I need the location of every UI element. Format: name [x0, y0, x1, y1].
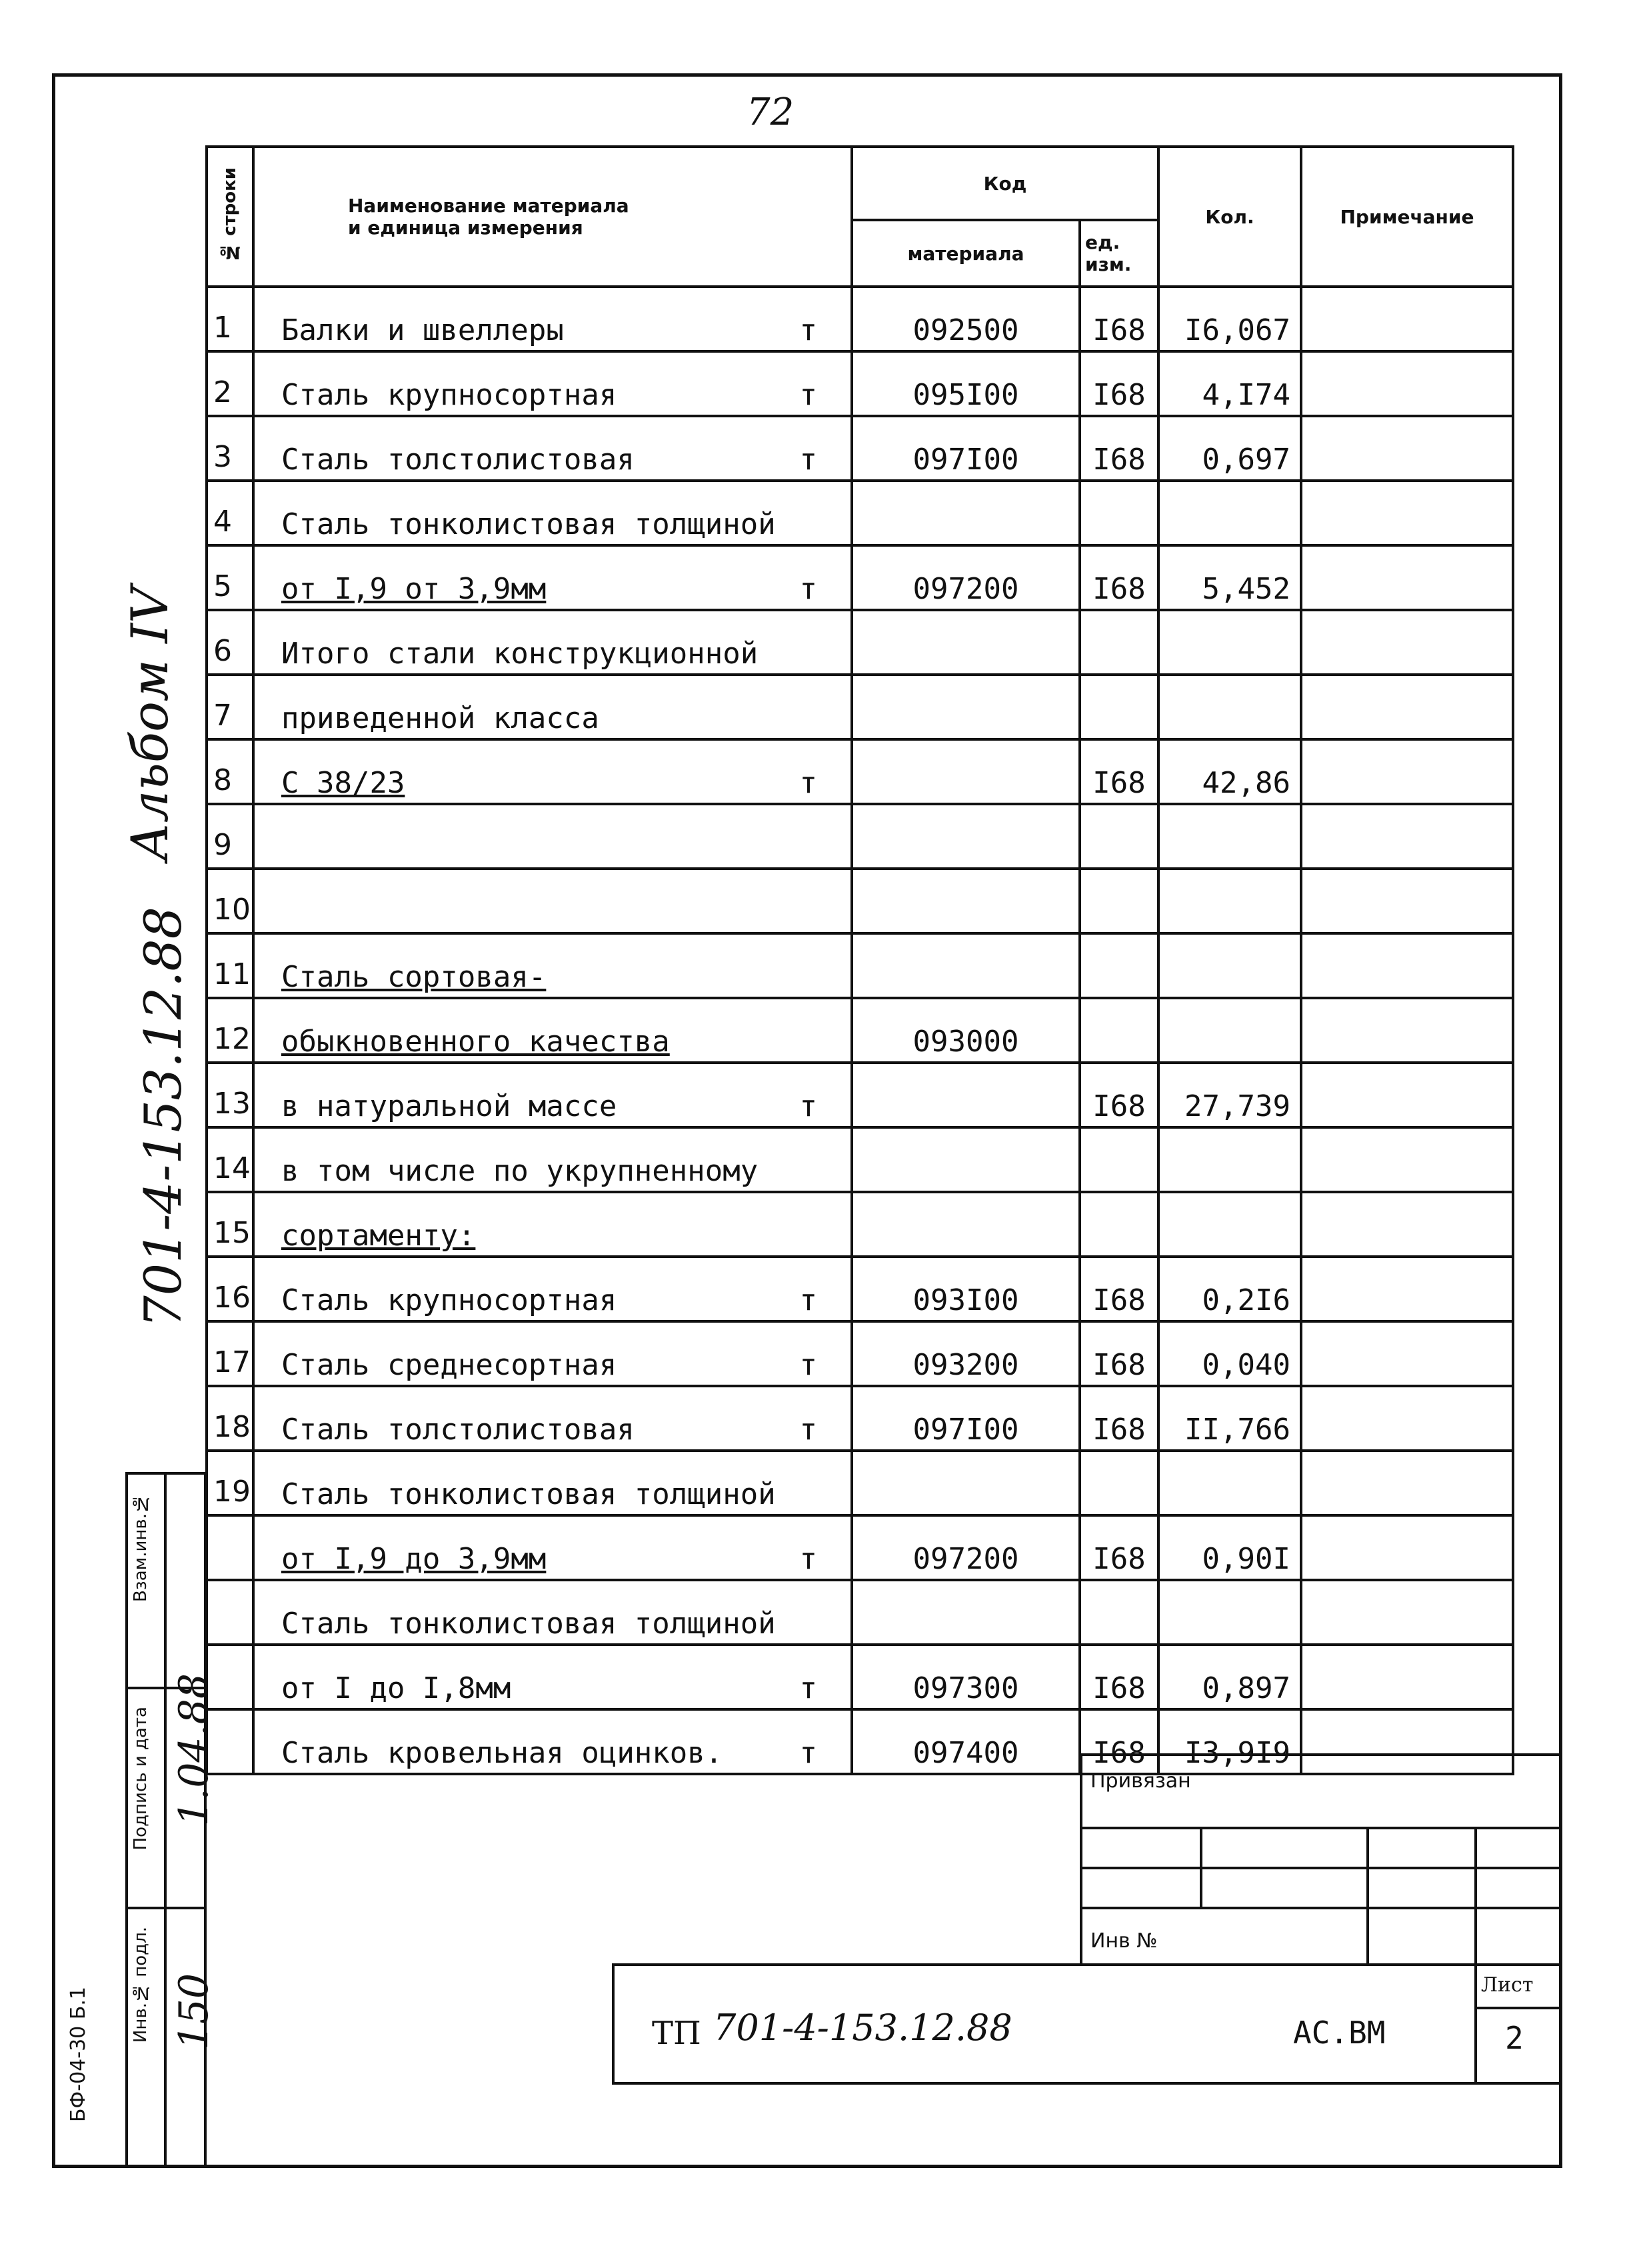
- unit-code: I68: [1080, 739, 1158, 804]
- unit-code: I68: [1080, 1645, 1158, 1709]
- table-row: [207, 804, 1513, 869]
- table-row: [207, 1127, 1513, 1192]
- quantity: [1158, 481, 1301, 545]
- table-row: [207, 1192, 1513, 1257]
- table-row: [207, 739, 1513, 804]
- material-code: 097400: [852, 1709, 1080, 1774]
- unit-code: [1080, 1580, 1158, 1645]
- material-name: [253, 998, 852, 1063]
- header-qty: Кол.: [1158, 147, 1301, 287]
- material-name: [253, 1192, 852, 1257]
- quantity: I6,067: [1158, 287, 1301, 351]
- material-name: [253, 1063, 852, 1127]
- material-code: 093I00: [852, 1257, 1080, 1321]
- unit-code: [1080, 1451, 1158, 1515]
- quantity: [1158, 869, 1301, 933]
- sheet-number: 2: [1505, 2020, 1524, 2056]
- material-name: [253, 1709, 852, 1774]
- unit-label: т: [799, 1283, 817, 1317]
- quantity: [1158, 610, 1301, 675]
- material-name-text: Сталь тонколистовая толщиной: [281, 1607, 776, 1641]
- header-row-no: № строки: [207, 147, 253, 287]
- header-code: Код: [852, 147, 1158, 220]
- quantity: [1158, 998, 1301, 1063]
- row-number: 6: [207, 610, 253, 675]
- material-name-text: Сталь тонколистовая толщиной: [281, 1477, 776, 1511]
- unit-label: т: [799, 443, 817, 477]
- header-name: Наименование материала и единица измерения: [253, 147, 852, 287]
- material-code: [852, 481, 1080, 545]
- unit-code: [1080, 610, 1158, 675]
- table-row: [207, 416, 1513, 481]
- material-code: [852, 1580, 1080, 1645]
- material-name-text: Сталь тонколистовая толщиной: [281, 507, 776, 541]
- quantity: [1158, 1127, 1301, 1192]
- row-number: 15: [207, 1192, 253, 1257]
- table-row: [207, 610, 1513, 675]
- unit-code: I68: [1080, 287, 1158, 351]
- material-code: 097I00: [852, 1386, 1080, 1451]
- materials-table: [205, 145, 1514, 1775]
- form-code: БФ-04-30 Б.1: [67, 1987, 90, 2123]
- sheet-label: Лист: [1481, 1973, 1534, 1997]
- quantity: 0,897: [1158, 1645, 1301, 1709]
- material-name-text: Сталь крупносортная: [281, 378, 617, 412]
- note: [1301, 804, 1513, 869]
- row-number: 9: [207, 804, 253, 869]
- material-name-text: от I,9 до 3,9мм: [281, 1542, 547, 1576]
- quantity: 27,739: [1158, 1063, 1301, 1127]
- row-number: 11: [207, 933, 253, 998]
- note: [1301, 933, 1513, 998]
- row-number: 8: [207, 739, 253, 804]
- material-code: [852, 869, 1080, 933]
- quantity: 0,90I: [1158, 1515, 1301, 1580]
- row-number: [207, 1580, 253, 1645]
- unit-code: [1080, 804, 1158, 869]
- quantity: 5,452: [1158, 545, 1301, 610]
- unit-label: т: [799, 1413, 817, 1447]
- quantity: 4,I74: [1158, 351, 1301, 416]
- quantity: [1158, 1192, 1301, 1257]
- row-number: 12: [207, 998, 253, 1063]
- row-number: 3: [207, 416, 253, 481]
- quantity: 0,2I6: [1158, 1257, 1301, 1321]
- quantity: [1158, 675, 1301, 739]
- quantity: II,766: [1158, 1386, 1301, 1451]
- material-code: 097I00: [852, 416, 1080, 481]
- material-code: 097300: [852, 1645, 1080, 1709]
- unit-code: I68: [1080, 1386, 1158, 1451]
- material-name-text: в том числе по укрупненному: [281, 1154, 759, 1188]
- table-row: [207, 1321, 1513, 1386]
- material-name-text: приведенной класса: [281, 701, 599, 735]
- material-name: [253, 416, 852, 481]
- material-name-text: Сталь толстолистовая: [281, 1413, 635, 1447]
- material-name-text: Сталь сортовая-: [281, 960, 547, 994]
- title-code: 701-4-153.12.88: [713, 2007, 1012, 2049]
- header-unit-code: ед. изм.: [1080, 220, 1158, 287]
- unit-label: т: [799, 1348, 817, 1382]
- quantity: 0,697: [1158, 416, 1301, 481]
- table-row: [207, 869, 1513, 933]
- unit-code: I68: [1080, 1257, 1158, 1321]
- note: [1301, 1645, 1513, 1709]
- note: [1301, 1257, 1513, 1321]
- row-number: 19: [207, 1451, 253, 1515]
- row-number: 13: [207, 1063, 253, 1127]
- title-tp: ТП: [652, 2015, 701, 2052]
- material-code: [852, 1192, 1080, 1257]
- material-name-text: Сталь кровельная оцинков.: [281, 1736, 723, 1770]
- unit-code: [1080, 933, 1158, 998]
- note: [1301, 1127, 1513, 1192]
- note: [1301, 351, 1513, 416]
- unit-code: [1080, 1192, 1158, 1257]
- material-name: [253, 1580, 852, 1645]
- material-name-text: в натуральной массе: [281, 1089, 617, 1123]
- note: [1301, 1451, 1513, 1515]
- side-album-label: Альбом IV: [120, 587, 179, 861]
- table-row: [207, 1580, 1513, 1645]
- title-doc: АС.ВМ: [1293, 2015, 1386, 2051]
- unit-code: I68: [1080, 545, 1158, 610]
- material-name: [253, 804, 852, 869]
- material-name-text: Итого стали конструкционной: [281, 637, 759, 671]
- binding-label: Привязан: [1090, 1769, 1191, 1793]
- row-number: 17: [207, 1321, 253, 1386]
- material-name: [253, 1645, 852, 1709]
- material-name: [253, 869, 852, 933]
- material-name-text: Балки и швеллеры: [281, 313, 564, 347]
- material-name: [253, 1386, 852, 1451]
- material-code: [852, 804, 1080, 869]
- material-name: [253, 1451, 852, 1515]
- table-row: [207, 1063, 1513, 1127]
- binding-inv-label: Инв №: [1090, 1929, 1158, 1953]
- stamp-podpis-data: Подпись и дата: [131, 1707, 151, 1851]
- unit-label: т: [799, 1736, 817, 1770]
- table-row: [207, 1515, 1513, 1580]
- stamp-vzam-inv: Взам.инв.№: [131, 1493, 151, 1602]
- table-row: [207, 1645, 1513, 1709]
- note: [1301, 739, 1513, 804]
- note: [1301, 1386, 1513, 1451]
- material-name: [253, 351, 852, 416]
- row-number: 2: [207, 351, 253, 416]
- row-number: 7: [207, 675, 253, 739]
- note: [1301, 1580, 1513, 1645]
- unit-code: I68: [1080, 416, 1158, 481]
- table-row: [207, 933, 1513, 998]
- material-name-text: от I до I,8мм: [281, 1671, 511, 1705]
- page-number: 72: [747, 91, 795, 134]
- row-number: 1: [207, 287, 253, 351]
- note: [1301, 610, 1513, 675]
- material-name-text: Сталь среднесортная: [281, 1348, 617, 1382]
- header-material-code: материала: [852, 220, 1080, 287]
- unit-code: I68: [1080, 1515, 1158, 1580]
- row-number: 5: [207, 545, 253, 610]
- unit-label: т: [799, 378, 817, 412]
- material-name: [253, 1515, 852, 1580]
- material-code: 093000: [852, 998, 1080, 1063]
- quantity: [1158, 1580, 1301, 1645]
- material-name: [253, 610, 852, 675]
- material-name: [253, 739, 852, 804]
- header-note: Примечание: [1301, 147, 1513, 287]
- unit-code: [1080, 675, 1158, 739]
- material-code: [852, 1063, 1080, 1127]
- row-number: [207, 1515, 253, 1580]
- material-code: [852, 610, 1080, 675]
- unit-code: I68: [1080, 1321, 1158, 1386]
- unit-code: [1080, 481, 1158, 545]
- material-name-text: Сталь толстолистовая: [281, 443, 635, 477]
- table-row: [207, 1257, 1513, 1321]
- material-code: [852, 1127, 1080, 1192]
- material-name-text: от I,9 от 3,9мм: [281, 572, 547, 606]
- row-number: 18: [207, 1386, 253, 1451]
- side-project-code: 701-4-153.12.88: [133, 907, 193, 1328]
- unit-label: т: [799, 1089, 817, 1123]
- unit-label: т: [799, 766, 817, 800]
- material-name: [253, 545, 852, 610]
- materials-rows: [207, 287, 1513, 1774]
- note: [1301, 481, 1513, 545]
- table-row: [207, 351, 1513, 416]
- unit-code: [1080, 998, 1158, 1063]
- material-name: [253, 1257, 852, 1321]
- note: [1301, 675, 1513, 739]
- table-row: [207, 675, 1513, 739]
- row-number: 16: [207, 1257, 253, 1321]
- quantity: I3,9I9: [1158, 1709, 1301, 1774]
- row-number: 14: [207, 1127, 253, 1192]
- row-number: 10: [207, 869, 253, 933]
- note: [1301, 545, 1513, 610]
- unit-code: I68: [1080, 1709, 1158, 1774]
- unit-label: т: [799, 1542, 817, 1576]
- table-row: [207, 998, 1513, 1063]
- table-row: [207, 545, 1513, 610]
- stamp-date-value: 1.04.88: [171, 1673, 217, 1827]
- note: [1301, 869, 1513, 933]
- table-row: [207, 481, 1513, 545]
- material-code: 095I00: [852, 351, 1080, 416]
- material-code: [852, 933, 1080, 998]
- material-code: 097200: [852, 1515, 1080, 1580]
- note: [1301, 1063, 1513, 1127]
- material-name-text: С 38/23: [281, 766, 405, 800]
- unit-label: т: [799, 572, 817, 606]
- material-code: [852, 739, 1080, 804]
- material-name: [253, 675, 852, 739]
- stamp-inv-value: 150: [171, 1973, 217, 2050]
- row-number: 4: [207, 481, 253, 545]
- unit-label: т: [799, 1671, 817, 1705]
- material-name-text: сортаменту:: [281, 1219, 476, 1253]
- material-name: [253, 481, 852, 545]
- table-row: [207, 1451, 1513, 1515]
- material-code: 093200: [852, 1321, 1080, 1386]
- table-row: [207, 287, 1513, 351]
- material-name-text: обыкновенного качества: [281, 1025, 670, 1059]
- table-row: [207, 1386, 1513, 1451]
- quantity: [1158, 933, 1301, 998]
- note: [1301, 1192, 1513, 1257]
- material-code: 097200: [852, 545, 1080, 610]
- unit-code: [1080, 869, 1158, 933]
- note: [1301, 1515, 1513, 1580]
- material-name: [253, 287, 852, 351]
- unit-code: I68: [1080, 351, 1158, 416]
- note: [1301, 1321, 1513, 1386]
- material-name: [253, 933, 852, 998]
- quantity: 42,86: [1158, 739, 1301, 804]
- material-name: [253, 1127, 852, 1192]
- material-code: 092500: [852, 287, 1080, 351]
- unit-code: [1080, 1127, 1158, 1192]
- note: [1301, 998, 1513, 1063]
- quantity: [1158, 1451, 1301, 1515]
- stamp-inv-podl: Инв.№ подл.: [131, 1927, 151, 2043]
- material-name: [253, 1321, 852, 1386]
- material-code: [852, 1451, 1080, 1515]
- quantity: 0,040: [1158, 1321, 1301, 1386]
- note: [1301, 416, 1513, 481]
- quantity: [1158, 804, 1301, 869]
- unit-label: т: [799, 313, 817, 347]
- material-code: [852, 675, 1080, 739]
- note: [1301, 287, 1513, 351]
- material-name-text: Сталь крупносортная: [281, 1283, 617, 1317]
- unit-code: I68: [1080, 1063, 1158, 1127]
